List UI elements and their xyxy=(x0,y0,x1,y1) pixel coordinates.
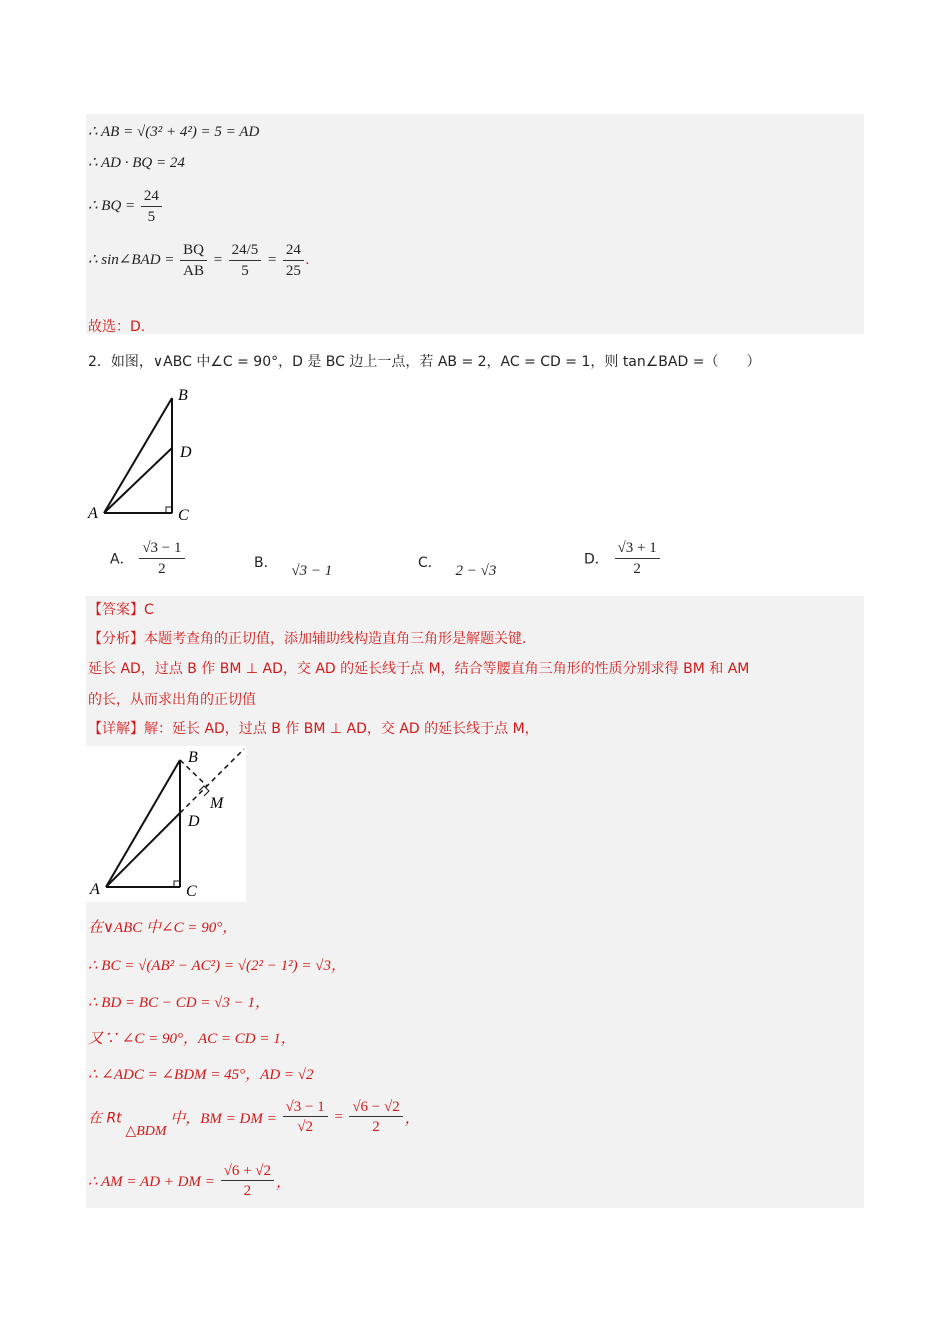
label-a2: A xyxy=(90,881,100,898)
step-s5: ∴ ∠ADC = ∠BDM = 45°，AD = √2 xyxy=(88,1067,314,1083)
choose-d: 故选：D. xyxy=(88,319,146,335)
step-sin: ∴ sin∠BAD = $\frac{BQ}{AB}$ = $\frac{24/5}{5}$ = $\frac{24}{25}$ . xyxy=(88,242,310,279)
step-ab: ∴ AB = √(3² + 4²) = 5 = AD xyxy=(88,124,260,140)
analysis-3: 的长，从而求出角的正切值 xyxy=(88,692,256,708)
option-c[interactable]: C． 2 − √3 xyxy=(418,555,497,579)
option-d[interactable]: D． $\frac{√3 + 1}{2}$ xyxy=(584,538,662,579)
option-b[interactable]: B． √3 − 1 xyxy=(254,555,333,579)
step-s4: 又∵ ∠C = 90°，AC = CD = 1， xyxy=(88,1031,296,1047)
label-m2: M xyxy=(210,795,224,812)
label-d: D xyxy=(180,444,192,461)
label-d2: D xyxy=(188,813,200,830)
analysis-1: 【分析】本题考查角的正切值，添加辅助线构造直角三角形是解题关键. xyxy=(88,631,527,647)
analysis-2: 延长 AD，过点 B 作 BM ⊥ AD，交 AD 的延长线于点 M，结合等腰直角三角形的性质分别求得 BM 和 AM xyxy=(88,661,750,677)
label-c: C xyxy=(178,507,189,524)
label-a: A xyxy=(88,505,98,522)
step-s2: ∴ BC = √(AB² − AC²) = √(2² − 1²) = √3， xyxy=(88,958,346,974)
step-s1: 在∨ABC 中∠C = 90°， xyxy=(88,920,238,936)
step-ad-bq: ∴ AD · BQ = 24 xyxy=(88,155,185,171)
triangle-figure-1 xyxy=(84,380,224,525)
step-s7: ∴ AM = AD + DM = $\frac{√6 + √2}{2}$ ， xyxy=(88,1163,292,1199)
label-b2: B xyxy=(188,749,198,766)
step-bq: ∴ BQ = $\frac{24}{5}$ xyxy=(88,186,164,227)
label-c2: C xyxy=(186,883,197,900)
option-a[interactable]: A． $\frac{√3 - 1}{2}$ xyxy=(110,538,187,579)
step-s6: 在 Rt △BDM 中，BM = DM = $\frac{√3 - 1}{√2}$ = $\frac{√6 - √2}{2}$ ， xyxy=(88,1099,420,1139)
answer-label: 【答案】C xyxy=(88,602,154,618)
label-b: B xyxy=(178,387,188,404)
step-s3: ∴ BD = BC − CD = √3 − 1， xyxy=(88,995,271,1011)
solution-box-top xyxy=(86,114,864,334)
question-2: 2．如图，∨ABC 中∠C = 90°，D 是 BC 边上一点，若 AB = 2，AC = CD = 1，则 tan∠BAD =（ ） xyxy=(88,354,761,370)
detail-intro: 【详解】解：延长 AD，过点 B 作 BM ⊥ AD，交 AD 的延长线于点 M， xyxy=(88,721,539,737)
triangle-figure-2 xyxy=(86,746,246,902)
